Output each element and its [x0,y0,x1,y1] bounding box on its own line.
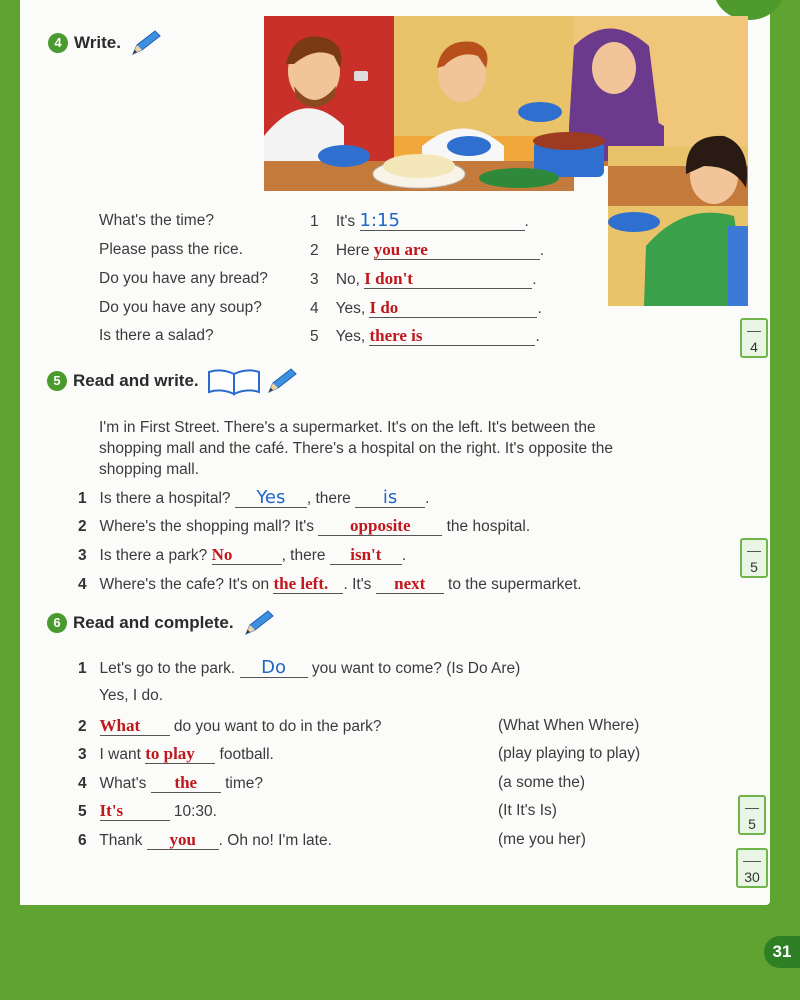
question-number: 5 [78,803,87,820]
s5-question-2 [78,517,530,536]
question-5: Is there a salad? [99,327,214,344]
answer-blank[interactable] [376,575,444,594]
total-score-box [736,848,768,888]
written-answer: next [394,574,426,593]
written-answer: the [174,773,198,792]
s6-question-3 [78,745,274,764]
section-6-heading [47,608,276,638]
s6-question-4 [78,774,263,793]
question-3: Do you have any bread? [99,270,268,287]
answer-suffix: . [524,213,529,230]
question-4: Do you have any soup? [99,299,262,316]
question-text: . It's [343,576,372,593]
section-number-badge: 5 [47,371,67,391]
answer-number: 4 [310,300,319,317]
answer-prefix: It's [335,213,356,230]
question-text: I want [99,746,141,763]
question-text: Thank [99,832,143,849]
question-text: you want to come? (Is Do Are) [311,660,521,677]
answer-blank[interactable] [364,270,532,289]
answer-suffix: . [535,328,540,345]
s6-question-2 [78,717,382,736]
question-text: What's [99,775,147,792]
answer-blank[interactable] [100,802,170,821]
question-number: 3 [78,547,87,564]
question-text: football. [219,746,274,763]
question-text: Is there a hospital? [99,490,231,507]
question-1: What's the time? [99,212,214,229]
question-number: 6 [78,832,87,849]
question-number: 4 [78,576,87,593]
written-answer: What [99,716,141,735]
written-answer: Do [261,657,286,678]
answer-blank[interactable] [100,717,170,736]
answer-blank[interactable] [330,546,402,565]
written-answer: 1:15 [359,210,400,231]
score-value: 4 [750,339,758,355]
section-title: Read and complete. [73,613,234,632]
question-text: . [425,490,430,507]
question-text: Let's go to the park. [99,660,236,677]
answer-row-4 [310,299,542,318]
question-text: 10:30. [173,803,217,820]
written-answer: is [382,487,398,508]
answer-blank[interactable] [369,299,537,318]
answer-number: 1 [310,213,319,230]
answer-prefix: No, [335,271,360,288]
section-number-badge: 6 [47,613,67,633]
answer-blank[interactable] [374,241,540,260]
book-icon [207,366,263,396]
s5-question-4 [78,575,582,594]
s6-question-5 [78,802,217,821]
written-answer: No [211,545,233,564]
question-number: 2 [78,518,87,535]
page-number: 31 [764,936,800,968]
s6-options-3: (play playing to play) [498,745,641,762]
question-number: 2 [78,718,87,735]
workbook-page [20,0,770,905]
answer-row-3 [310,270,537,289]
section-title: Write. [74,33,121,52]
written-answer: Yes [256,487,286,508]
written-answer: you are [373,240,428,259]
question-text: Where's the shopping mall? It's [99,518,314,535]
pencil-icon [129,28,163,58]
s6-options-2: (What When Where) [498,717,640,734]
question-text: the hospital. [446,518,531,535]
answer-suffix: . [532,271,537,288]
written-answer: It's [99,801,124,820]
passage-line-2: shopping mall and the café. There's a hospital on the right. It's opposite the [99,440,614,457]
score-box-section-4 [740,318,768,358]
question-text: to the supermarket. [448,576,582,593]
score-value: 5 [748,816,756,832]
answer-blank[interactable] [318,517,442,536]
section-number-badge: 4 [48,33,68,53]
written-answer: the left. [273,574,329,593]
answer-blank[interactable] [355,489,425,508]
answer-number: 2 [310,242,319,259]
question-text: , there [281,547,326,564]
s6-question-1 [78,659,520,678]
answer-blank[interactable] [151,774,221,793]
answer-suffix: . [537,300,542,317]
answer-blank[interactable] [212,546,282,565]
s6-question-6 [78,831,332,850]
written-answer: I do [369,298,399,317]
answer-row-1 [310,212,529,231]
answer-suffix: . [539,242,545,259]
section-title: Read and write. [73,371,199,390]
section-4-heading [48,28,163,58]
family-dinner-illustration [264,16,748,306]
s6-options-6: (me you her) [498,831,586,848]
written-answer: opposite [350,516,411,535]
answer-blank[interactable] [273,575,343,594]
written-answer: isn't [350,545,382,564]
section-5-heading [47,366,299,396]
answer-prefix: Here [335,242,370,259]
question-text: Where's the cafe? It's on [99,576,270,593]
score-box-section-5 [740,538,768,578]
question-number: 4 [78,775,87,792]
written-answer: there is [369,326,423,345]
written-answer: you [169,830,196,849]
pencil-icon [265,366,299,396]
s6-options-4: (a some the) [498,774,586,791]
question-2: Please pass the rice. [99,241,243,258]
question-text: . [401,547,407,564]
question-text: . Oh no! I'm late. [218,832,332,849]
question-text: time? [225,775,263,792]
written-answer: I don't [364,269,413,288]
answer-prefix: Yes, [335,300,366,317]
score-value: 5 [750,559,758,575]
answer-blank[interactable] [235,489,307,508]
s6-reply: Yes, I do. [99,687,164,704]
answer-row-2 [310,241,544,260]
question-number: 1 [78,490,87,507]
question-number: 1 [78,660,87,677]
pencil-icon [242,608,276,638]
s6-options-5: (It It's Is) [498,802,557,819]
passage-line-3: shopping mall. [99,461,199,478]
answer-blank[interactable] [360,212,525,231]
bottom-border [0,905,800,1000]
question-text: do you want to do in the park? [173,718,382,735]
s5-question-3 [78,546,406,565]
answer-number: 5 [310,328,319,345]
written-answer: to play [145,744,195,763]
s5-question-1 [78,489,429,508]
total-score-value: 30 [744,869,760,885]
question-text: , there [306,490,351,507]
answer-blank[interactable] [145,745,215,764]
answer-row-5 [310,327,540,346]
question-number: 3 [78,746,87,763]
answer-blank[interactable] [369,327,535,346]
answer-blank[interactable] [147,831,219,850]
question-text: Is there a park? [99,547,208,564]
answer-prefix: Yes, [335,328,366,345]
passage-line-1: I'm in First Street. There's a supermarket. It's on the left. It's between the [99,419,596,436]
answer-blank[interactable] [240,659,308,678]
answer-number: 3 [310,271,319,288]
score-box-section-6 [738,795,766,835]
